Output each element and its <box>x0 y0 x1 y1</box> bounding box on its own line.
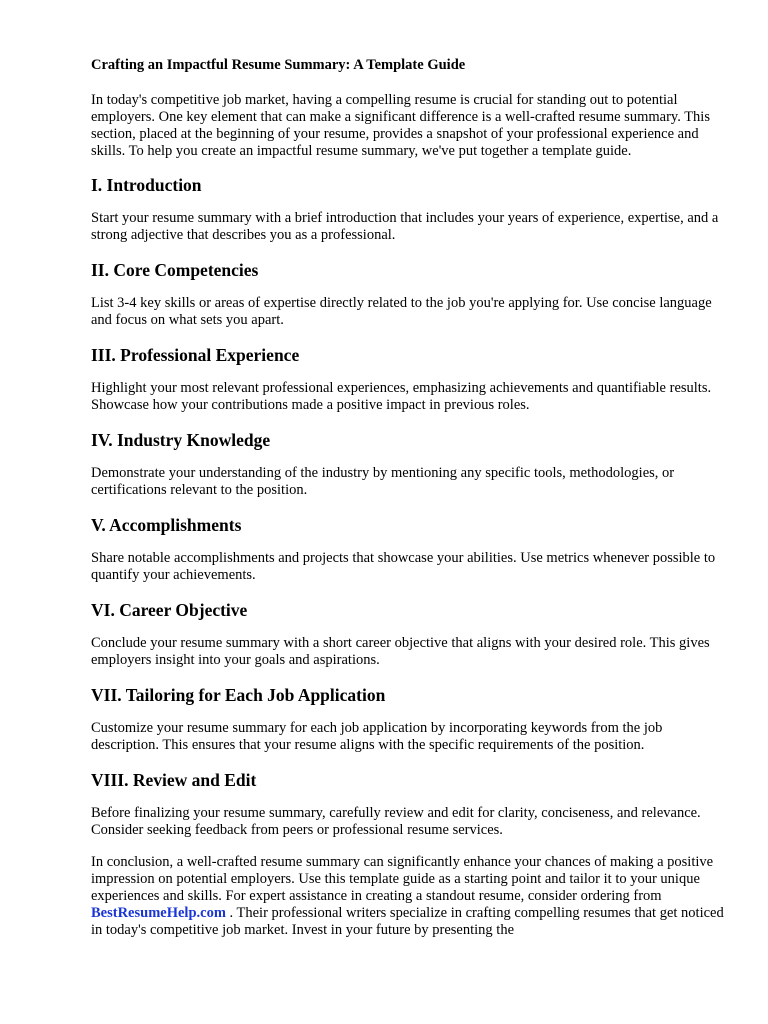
conclusion-text-before-link: In conclusion, a well-crafted resume summary can significantly enhance your chances of making a positive impression on potential employers. Use this template guide as a starting point and tailor it to your unique experiences and skills. For expert assistance in creating a standout resume, consider ordering from <box>91 854 714 904</box>
section-body-career-objective: Conclude your resume summary with a short career objective that aligns with your desired role. This gives employers insight into your goals and aspirations. <box>91 635 710 668</box>
conclusion-paragraph <box>91 854 731 939</box>
section-body-introduction: Start your resume summary with a brief introduction that includes your years of experience, expertise, and a strong adjective that describes you as a professional. <box>91 210 719 243</box>
section-heading-accomplishments: V. Accomplishments <box>91 515 242 535</box>
section-body-core-competencies: List 3-4 key skills or areas of expertise directly related to the job you're applying for. Use concise language and focus on what sets you apart. <box>91 295 712 328</box>
conclusion-text-after-link: . Their professional writers specialize in crafting compelling resumes that get noticed in today's competitive job market. Invest in your future by presenting the <box>91 905 724 938</box>
document-page <box>91 56 731 957</box>
section-body-tailoring: Customize your resume summary for each job application by incorporating keywords from the job description. This ensures that your resume aligns with the specific requirements of the position. <box>91 720 663 753</box>
intro-paragraph: In today's competitive job market, having a compelling resume is crucial for standing out to potential employers. One key element that can make a significant difference is a well-crafted resume summary. This section, placed at the beginning of your resume, provides a snapshot of your professional experience and skills. To help you create an impactful resume summary, we've put together a template guide. <box>91 92 710 159</box>
section-body-accomplishments: Share notable accomplishments and projects that showcase your abilities. Use metrics whenever possible to quantify your achievements. <box>91 550 716 583</box>
section-heading-review-and-edit: VIII. Review and Edit <box>91 770 257 790</box>
section-body-review-and-edit: Before finalizing your resume summary, carefully review and edit for clarity, conciseness, and relevance. Consider seeking feedback from peers or professional resume services. <box>91 805 701 838</box>
best-resume-help-link[interactable]: BestResumeHelp.com <box>91 905 226 921</box>
section-body-professional-experience: Highlight your most relevant professional experiences, emphasizing achievements and quantifiable results. Showcase how your contributions made a positive impact in previous roles. <box>91 380 712 413</box>
section-heading-career-objective: VI. Career Objective <box>91 600 248 620</box>
section-heading-introduction: I. Introduction <box>91 175 202 195</box>
section-body-industry-knowledge: Demonstrate your understanding of the industry by mentioning any specific tools, methodologies, or certifications relevant to the position. <box>91 465 675 498</box>
section-heading-industry-knowledge: IV. Industry Knowledge <box>91 430 271 450</box>
section-heading-tailoring: VII. Tailoring for Each Job Application <box>91 685 386 705</box>
section-heading-professional-experience: III. Professional Experience <box>91 345 300 365</box>
section-heading-core-competencies: II. Core Competencies <box>91 260 259 280</box>
document-title: Crafting an Impactful Resume Summary: A Template Guide <box>91 57 466 73</box>
